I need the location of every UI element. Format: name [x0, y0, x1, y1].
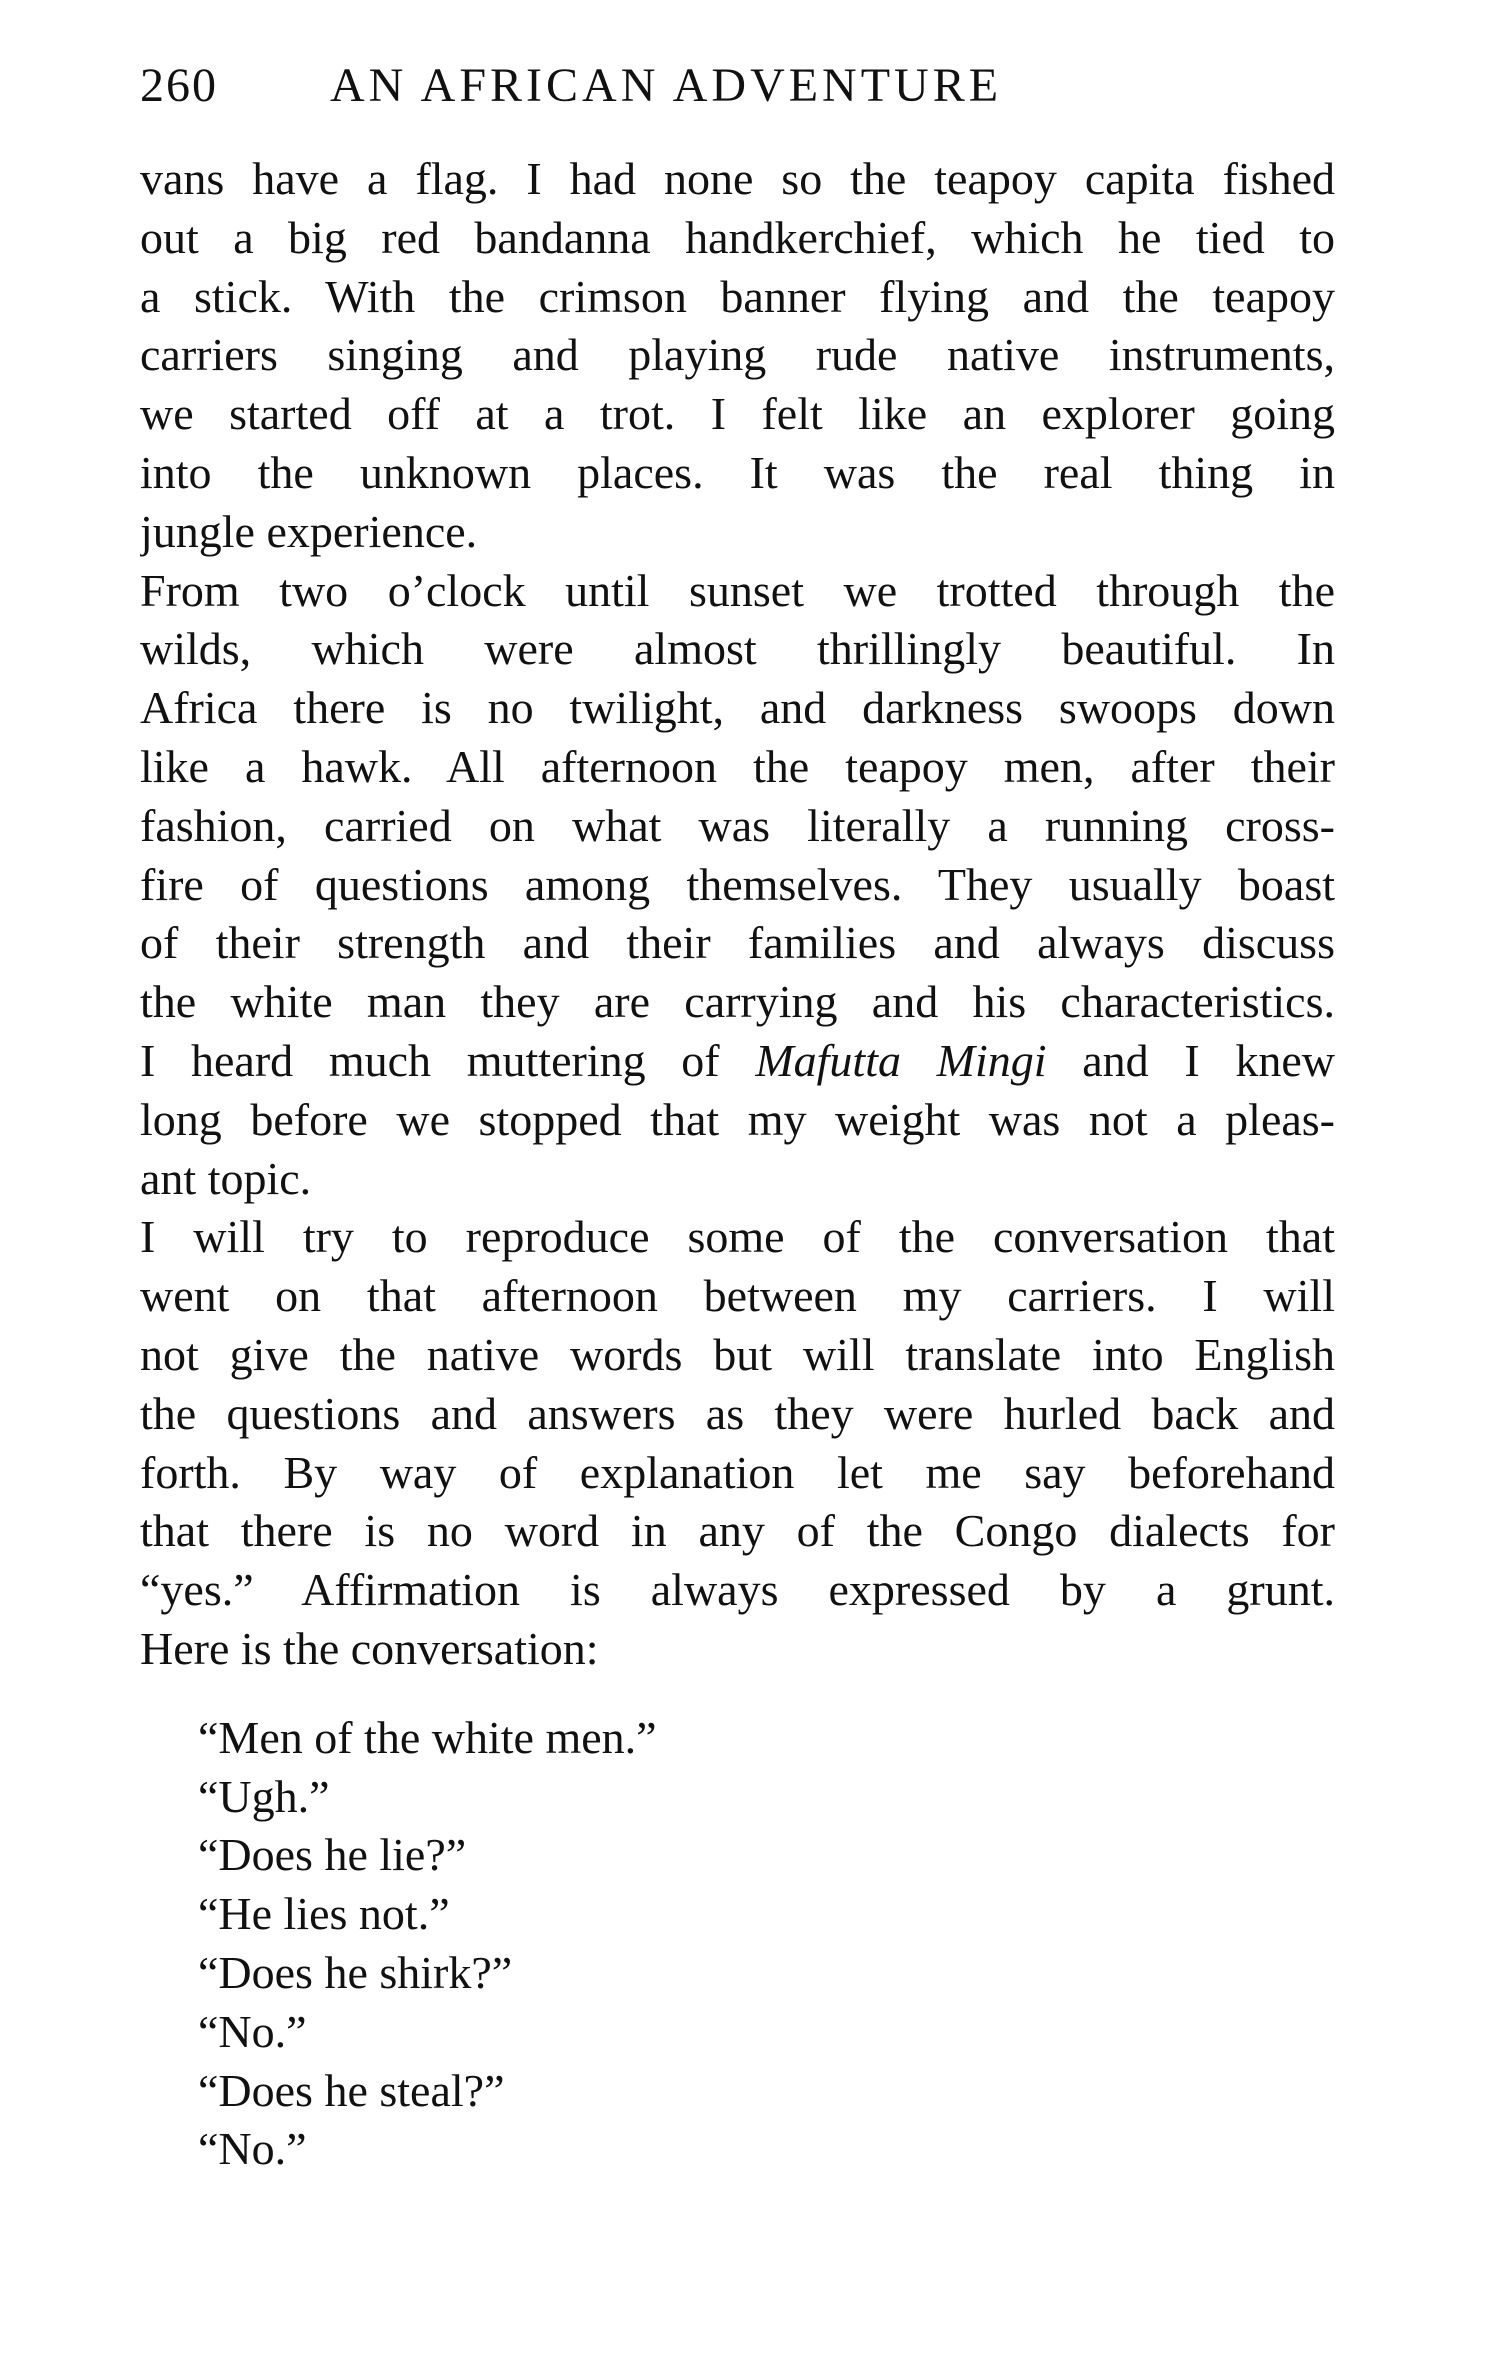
text-line: Africa there is no twilight, and darkness swoops down	[140, 682, 1335, 734]
text-line: “yes.” Affirmation is always expressed by a grunt.	[140, 1564, 1335, 1616]
text-line: of their strength and their families and always discuss	[140, 917, 1335, 969]
text-line: Here is the conversation:	[140, 1622, 599, 1674]
page-number: 260	[140, 59, 218, 112]
dialogue-line: “Men of the white men.”	[198, 1711, 657, 1763]
page-header	[140, 58, 1002, 113]
spacer	[140, 1679, 1335, 1709]
text-line: we started off at a trot. I felt like an explorer going	[140, 388, 1335, 440]
text-line: long before we stopped that my weight was not a pleas-	[140, 1093, 1335, 1145]
text-line: I will try to reproduce some of the conversation that	[140, 1211, 1335, 1263]
dialogue-line: “No.”	[198, 2005, 307, 2057]
italic-phrase: Mafutta Mingi	[755, 1034, 1047, 1086]
paragraph	[140, 562, 1335, 1209]
dialogue-line: “No.”	[198, 2123, 307, 2175]
text-line: into the unknown places. It was the real thing in	[140, 446, 1335, 498]
dialogue-line: “Does he steal?”	[198, 2064, 505, 2116]
text-line: From two o’clock until sunset we trotted through the	[140, 564, 1335, 616]
dialogue-line: “Ugh.”	[198, 1770, 330, 1822]
running-title: AN AFRICAN ADVENTURE	[330, 59, 1003, 112]
dialogue-line: “Does he lie?”	[198, 1829, 467, 1881]
text-line: like a hawk. All afternoon the teapoy men, after their	[140, 740, 1335, 792]
text-line-with-italic	[140, 1032, 1335, 1091]
text-line: fashion, carried on what was literally a running cross-	[140, 799, 1335, 851]
page-body	[140, 150, 1335, 2179]
paragraph	[140, 150, 1335, 562]
text-segment: I heard much muttering of	[140, 1034, 756, 1086]
text-line: jungle experience.	[140, 505, 478, 557]
text-segment: and I knew	[1046, 1034, 1335, 1086]
text-line: carriers singing and playing rude native instruments,	[140, 329, 1335, 381]
paragraph	[140, 1208, 1335, 1678]
text-line: not give the native words but will translate into English	[140, 1328, 1335, 1380]
text-line: forth. By way of explanation let me say beforehand	[140, 1446, 1335, 1498]
text-line: a stick. With the crimson banner flying and the teapoy	[140, 270, 1335, 322]
text-line: fire of questions among themselves. They usually boast	[140, 858, 1335, 910]
text-line: the questions and answers as they were hurled back and	[140, 1387, 1335, 1439]
text-line: ant topic.	[140, 1152, 312, 1204]
text-line: wilds, which were almost thrillingly beautiful. In	[140, 623, 1335, 675]
text-line: out a big red bandanna handkerchief, which he tied to	[140, 211, 1335, 263]
dialogue-line: “He lies not.”	[198, 1888, 450, 1940]
text-line: went on that afternoon between my carriers. I will	[140, 1270, 1335, 1322]
text-line: that there is no word in any of the Congo dialects for	[140, 1505, 1335, 1557]
text-line: the white man they are carrying and his characteristics.	[140, 976, 1335, 1028]
dialogue-line: “Does he shirk?”	[198, 1946, 513, 1998]
text-line: vans have a flag. I had none so the teapoy capita fished	[140, 153, 1335, 204]
dialogue-block	[140, 1709, 1335, 2179]
